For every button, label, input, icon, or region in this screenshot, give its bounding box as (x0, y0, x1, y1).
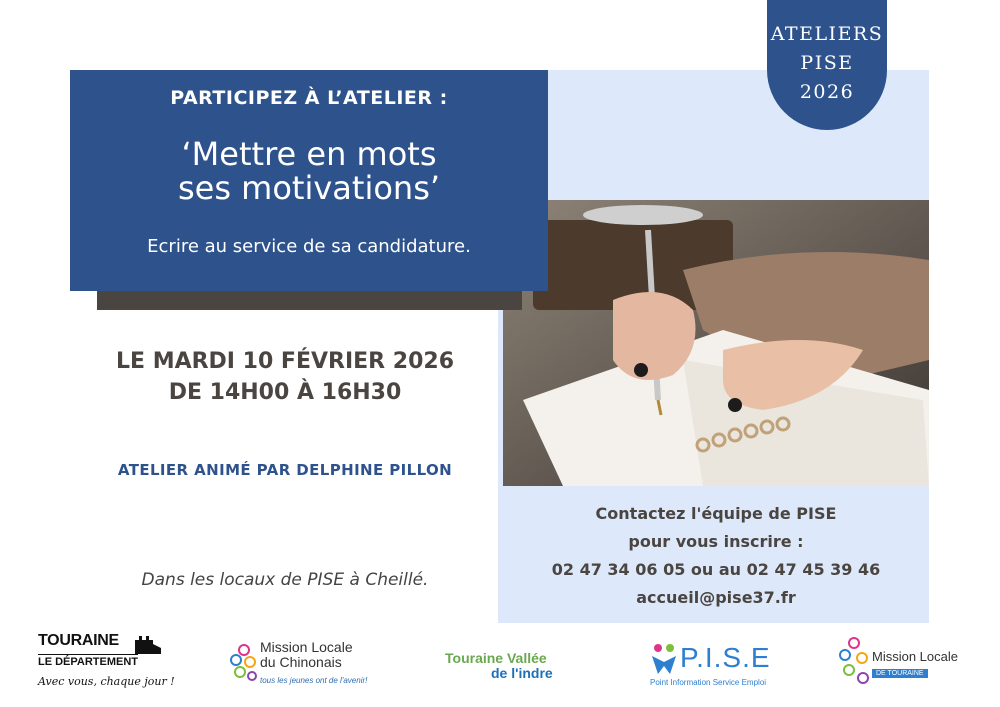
ml-touraine-tag: DE TOURAINE (872, 669, 928, 678)
badge-line3: 2026 (799, 81, 855, 103)
touraine-departement-logo (38, 632, 178, 697)
workshop-subtitle: Ecrire au service de sa candidature. (147, 236, 471, 257)
pise-logo (650, 632, 790, 697)
touraine-vallee-indre-logo (445, 632, 570, 697)
ml-chinon-tagline: tous les jeunes ont de l'avenir! (260, 676, 368, 685)
mission-locale-touraine-logo (838, 632, 968, 697)
ml-touraine-circles-icon (838, 636, 872, 688)
event-date: LE MARDI 10 FÉVRIER 2026 (115, 349, 454, 374)
ml-chinon-circles-icon (230, 644, 260, 684)
touraine-name: TOURAINE (38, 632, 119, 649)
event-animator: ATELIER ANIMÉ PAR DELPHINE PILLON (117, 461, 453, 479)
pise-word: P.I.S.E (680, 642, 771, 673)
ml-chinon-name (260, 640, 353, 670)
event-location: Dans les locaux de PISE à Cheillé. (141, 570, 429, 590)
touraine-sub: LE DÉPARTEMENT (38, 656, 139, 668)
ml-chinon-line1: Mission Locale (260, 639, 353, 655)
badge-line1: ATELIERS (770, 23, 884, 45)
tvi-line1: Touraine Vallée (445, 650, 547, 666)
badge-line2: PISE (800, 52, 854, 74)
event-time: DE 14H00 À 16H30 (168, 380, 402, 405)
workshop-title (70, 137, 548, 205)
touraine-tagline: Avec vous, chaque jour ! (38, 675, 175, 688)
contact-phones[interactable]: 02 47 34 06 05 ou au 02 47 45 39 46 (551, 560, 881, 579)
mission-locale-chinonais-logo (230, 632, 370, 697)
contact-line1: Contactez l'équipe de PISE (595, 504, 837, 523)
ml-touraine-name: Mission Locale (872, 649, 958, 664)
castle-icon (133, 634, 163, 656)
tvi-line2: de l'indre (491, 665, 553, 681)
workshop-title-line1: ‘Mettre en mots (181, 135, 437, 173)
writing-hand-photo (503, 200, 929, 486)
contact-info (503, 500, 929, 612)
contact-email[interactable]: accueil@pise37.fr (636, 588, 796, 607)
event-datetime (80, 346, 490, 408)
pise-people-icon (650, 642, 678, 676)
ateliers-badge (767, 0, 887, 130)
workshop-title-line2: ses motivations’ (177, 169, 441, 207)
contact-line2: pour vous inscrire : (628, 532, 804, 551)
ml-chinon-line2: du Chinonais (260, 654, 342, 670)
header-box (70, 70, 548, 291)
header-kicker: PARTICIPEZ À L’ATELIER : (170, 87, 448, 109)
pise-tagline: Point Information Service Emploi (650, 678, 767, 687)
